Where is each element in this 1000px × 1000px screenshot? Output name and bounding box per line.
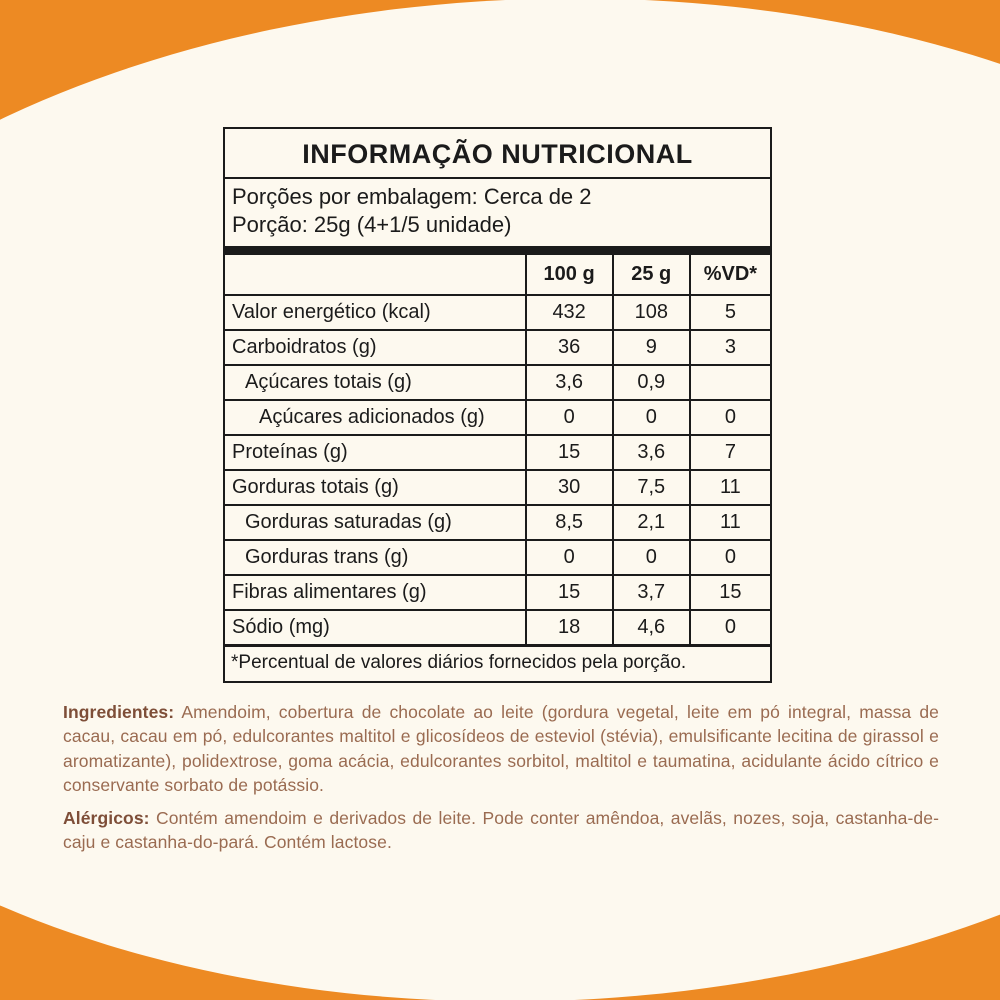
value-100g: 36 (526, 330, 613, 365)
value-vd: 3 (690, 330, 770, 365)
value-vd: 11 (690, 470, 770, 505)
value-100g: 15 (526, 575, 613, 610)
allergens-paragraph (63, 806, 939, 855)
column-header-vd: %VD* (690, 255, 770, 295)
value-100g: 8,5 (526, 505, 613, 540)
value-100g: 0 (526, 400, 613, 435)
table-row (225, 470, 770, 505)
column-header-100g: 100 g (526, 255, 613, 295)
serving-size: Porção: 25g (4+1/5 unidade) (232, 212, 512, 237)
value-vd: 0 (690, 400, 770, 435)
value-100g: 18 (526, 610, 613, 644)
nutrient-label: Valor energético (kcal) (225, 295, 526, 330)
value-25g: 7,5 (613, 470, 690, 505)
table-row (225, 540, 770, 575)
nutrient-label: Açúcares totais (g) (225, 365, 526, 400)
value-vd: 5 (690, 295, 770, 330)
value-100g: 30 (526, 470, 613, 505)
value-100g: 15 (526, 435, 613, 470)
value-25g: 0 (613, 400, 690, 435)
value-25g: 9 (613, 330, 690, 365)
table-row (225, 435, 770, 470)
table-row (225, 365, 770, 400)
ingredients-text: Amendoim, cobertura de chocolate ao leite (gordura vegetal, leite em pó integral, massa de cacau, cacau em pó, edulcorantes maltitol e glicosídeos de esteviol (stévia), emulsificante lecitina de girassol e aromatizante), polidextrose, goma acácia, edulcorantes sorbitol, maltitol e taumatina, acidulante ácido cítrico e conservante sorbato de potássio. (63, 701, 939, 795)
value-vd: 7 (690, 435, 770, 470)
ingredients-label: Ingredientes: (63, 701, 175, 722)
value-100g: 432 (526, 295, 613, 330)
column-header-empty (225, 255, 526, 295)
column-header-25g: 25 g (613, 255, 690, 295)
nutrient-label: Gorduras totais (g) (225, 470, 526, 505)
value-25g: 108 (613, 295, 690, 330)
value-vd: 11 (690, 505, 770, 540)
nutrient-label: Açúcares adicionados (g) (225, 400, 526, 435)
nutrition-title: INFORMAÇÃO NUTRICIONAL (225, 129, 770, 179)
nutrient-label: Gorduras saturadas (g) (225, 505, 526, 540)
value-25g: 3,7 (613, 575, 690, 610)
table-row (225, 610, 770, 644)
value-25g: 3,6 (613, 435, 690, 470)
nutrient-label: Fibras alimentares (g) (225, 575, 526, 610)
table-row (225, 295, 770, 330)
value-vd: 0 (690, 540, 770, 575)
nutrient-label: Carboidratos (g) (225, 330, 526, 365)
value-25g: 4,6 (613, 610, 690, 644)
nutrition-table (225, 255, 770, 644)
value-100g: 3,6 (526, 365, 613, 400)
value-25g: 2,1 (613, 505, 690, 540)
table-row (225, 400, 770, 435)
nutrient-label: Proteínas (g) (225, 435, 526, 470)
nutrient-label: Sódio (mg) (225, 610, 526, 644)
value-vd: 15 (690, 575, 770, 610)
value-vd (690, 365, 770, 400)
ingredients-paragraph (63, 700, 939, 798)
allergens-label: Alérgicos: (63, 807, 150, 828)
nutrition-facts-panel (223, 127, 772, 683)
allergens-text: Contém amendoim e derivados de leite. Pode conter amêndoa, avelãs, nozes, soja, castanha-de-caju e castanha-do-pará. Contém lactose. (63, 807, 939, 852)
nutrient-label: Gorduras trans (g) (225, 540, 526, 575)
serving-info (225, 179, 770, 246)
value-25g: 0 (613, 540, 690, 575)
daily-values-footnote: *Percentual de valores diários fornecidos pela porção. (225, 644, 770, 681)
table-row (225, 330, 770, 365)
table-header-row (225, 255, 770, 295)
table-row (225, 505, 770, 540)
header-separator-bar (225, 246, 770, 255)
value-25g: 0,9 (613, 365, 690, 400)
value-vd: 0 (690, 610, 770, 644)
value-100g: 0 (526, 540, 613, 575)
servings-per-package: Porções por embalagem: Cerca de 2 (232, 184, 592, 209)
table-row (225, 575, 770, 610)
